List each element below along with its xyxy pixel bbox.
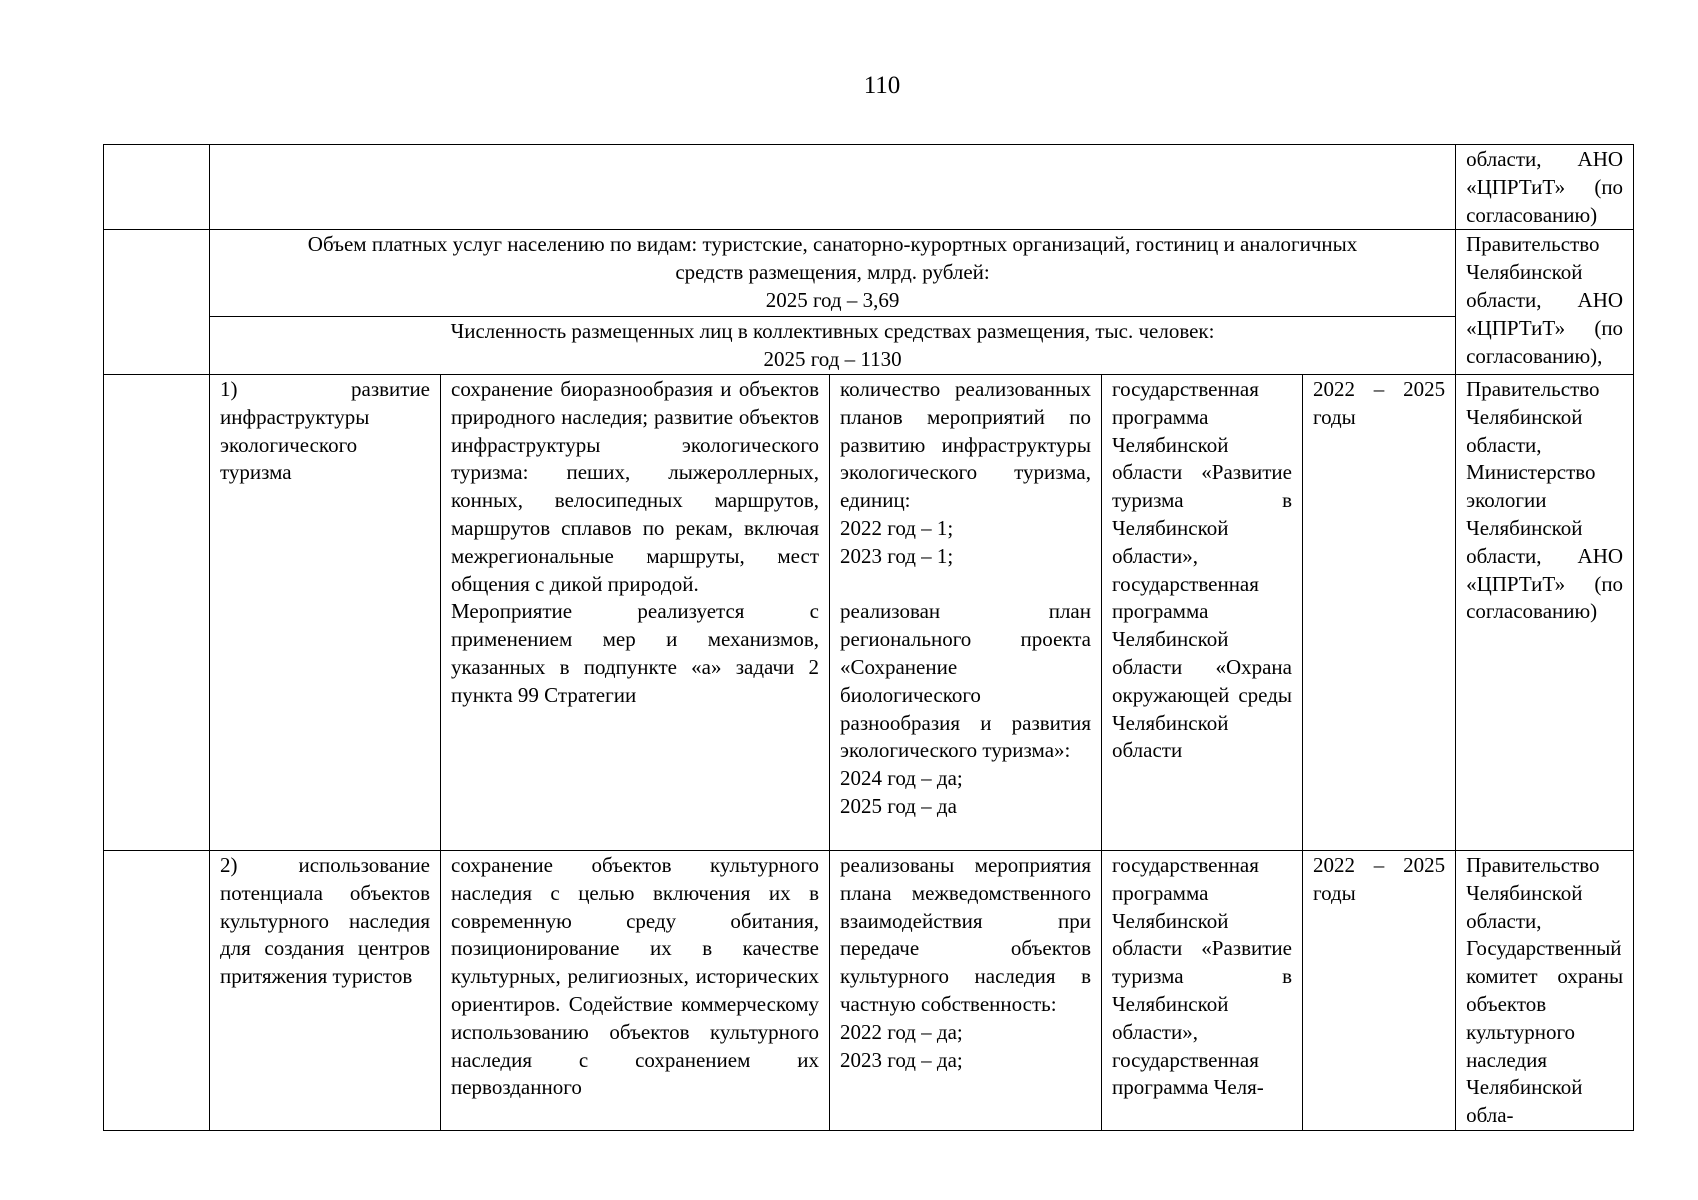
page-number: 110 bbox=[863, 72, 901, 99]
responsible-cell: области, АНО «ЦПРТиТ» (по согласованию) bbox=[1456, 145, 1634, 230]
empty-cell bbox=[104, 145, 210, 230]
result-line: 2024 год – да; bbox=[840, 766, 963, 791]
measure-description: сохранение объектов культурного наследия с целью включения их в современную среду обитания, позиционирование их в качестве культурных, религиозных, исторических ориентиров. Содействие коммерческому использованию объектов культурного наследия с сохранением их первозданного bbox=[441, 850, 830, 1130]
measure-result bbox=[830, 374, 1102, 850]
indicator-paid-services: Объем платных услуг населению по видам: туристские, санаторно-курортных организаций, гостиниц и аналогичных средств размещения, млрд. рублей: 2025 год – 3,69 bbox=[210, 230, 1456, 317]
result-line: 2023 год – 1; bbox=[840, 543, 954, 568]
indicators-responsible-cell: Правительство Челябинской области, АНО «ЦПРТиТ» (по согласованию), bbox=[1456, 230, 1634, 375]
measure-name: 1) развитие инфраструктуры экологического туризма bbox=[210, 374, 441, 850]
empty-cell bbox=[104, 850, 210, 1130]
table-row bbox=[104, 317, 1634, 375]
state-program: государственная программа Челябинской области «Развитие туризма в Челябинской области», государственная программа Челябинской области «Охрана окружающей среды Челябинской области bbox=[1102, 374, 1303, 850]
implementation-period: 2022 – 2025 годы bbox=[1303, 374, 1456, 850]
responsible-cell: Правительство Челябинской области, Министерство экологии Челябинской области, АНО «ЦПРТиТ» (по согласованию) bbox=[1456, 374, 1634, 850]
result-line: 2022 год – да; bbox=[840, 1019, 963, 1044]
result-line: 2023 год – да; bbox=[840, 1047, 963, 1072]
result-line: 2022 год – 1; bbox=[840, 515, 954, 540]
measure-result bbox=[830, 850, 1102, 1130]
result-line: реализован план регионального проекта «Сохранение биологического разнообразия и развития экологического туризма»: bbox=[840, 599, 1091, 763]
measures-table bbox=[103, 144, 1634, 1131]
measure-description: сохранение биоразнообразия и объектов природного наследия; развитие объектов инфраструктуры экологического туризма: пеших, лыжероллерных, конных, велосипедных маршрутов, маршрутов сплавов по рекам, включая межрегиональные маршруты, мест общения с дикой природой. Мероприятие реализуется с применением мер и механизмов, указанных в подпункте «а» задачи 2 пункта 99 Стратегии bbox=[441, 374, 830, 850]
table-row bbox=[104, 145, 1634, 230]
implementation-period: 2022 – 2025 годы bbox=[1303, 850, 1456, 1130]
table-row bbox=[104, 230, 1634, 317]
result-spacer bbox=[840, 571, 1091, 599]
result-line: реализованы мероприятия плана межведомственного взаимодействия при передаче объектов культурного наследия в частную собственность: bbox=[840, 852, 1091, 1016]
empty-cell bbox=[104, 374, 210, 850]
indicator-accommodated-persons: Численность размещенных лиц в коллективных средствах размещения, тыс. человек: 2025 год – 1130 bbox=[210, 317, 1456, 375]
measure-name: 2) использование потенциала объектов культурного наследия для создания центров притяжения туристов bbox=[210, 850, 441, 1130]
responsible-cell: Правительство Челябинской области, Государственный комитет охраны объектов культурного наследия Челябинской обла- bbox=[1456, 850, 1634, 1130]
empty-cell bbox=[104, 230, 210, 375]
state-program: государственная программа Челябинской области «Развитие туризма в Челябинской области», государственная программа Челя- bbox=[1102, 850, 1303, 1130]
result-line: количество реализованных планов мероприятий по развитию инфраструктуры экологического туризма, единиц: bbox=[840, 376, 1091, 513]
empty-cell bbox=[210, 145, 1456, 230]
table-row bbox=[104, 850, 1634, 1130]
result-line: 2025 год – да bbox=[840, 793, 957, 818]
table-row bbox=[104, 374, 1634, 850]
